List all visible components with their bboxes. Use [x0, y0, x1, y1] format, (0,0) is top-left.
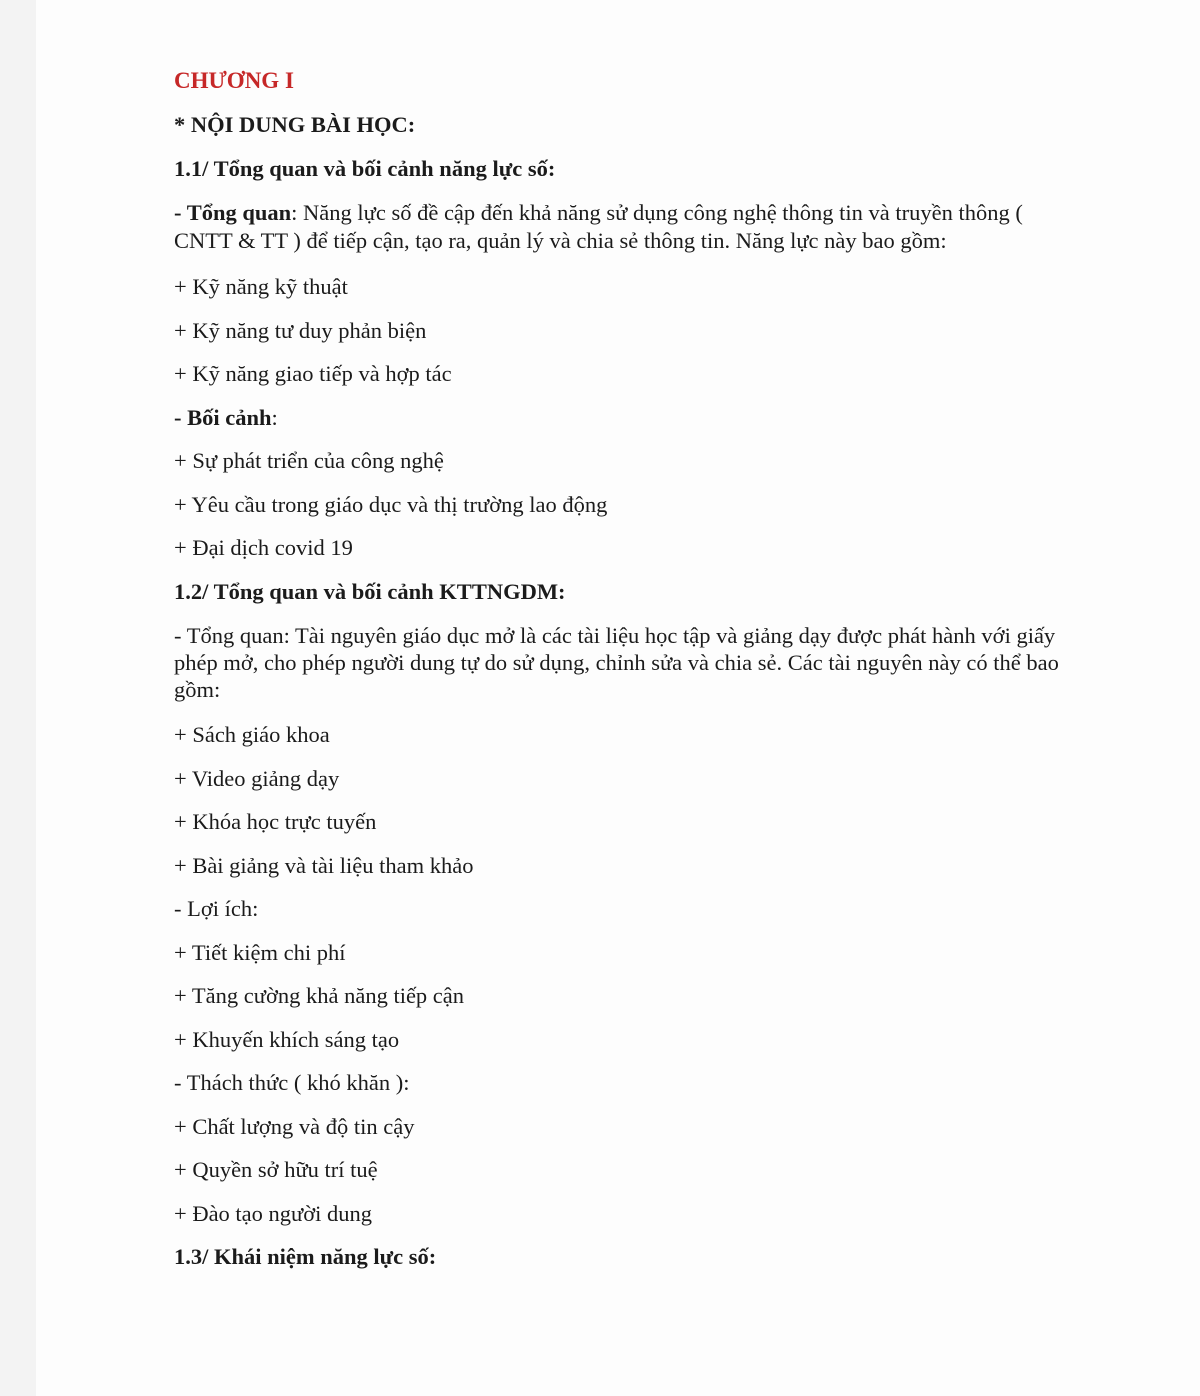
- challenge-item: + Quyền sở hữu trí tuệ: [174, 1157, 378, 1182]
- section-1-2-heading: 1.2/ Tổng quan và bối cảnh KTTNGDM:: [174, 578, 566, 604]
- benefit-item: + Tăng cường khả năng tiếp cận: [174, 983, 465, 1008]
- overview-label: - Tổng quan: [174, 200, 292, 225]
- resource-item: + Video giảng dạy: [174, 765, 340, 791]
- benefit-item: + Khuyến khích sáng tạo: [174, 1026, 400, 1052]
- context-label: - Bối cảnh: [174, 404, 272, 430]
- resource-item: + Khóa học trực tuyến: [174, 809, 377, 834]
- document-page: [36, 0, 1200, 1396]
- context-label-line: [174, 405, 1084, 431]
- context-item: + Sự phát triển của công nghệ: [174, 448, 444, 473]
- challenge-item: + Đào tạo người dung: [174, 1200, 373, 1226]
- resource-item: + Sách giáo khoa: [174, 722, 330, 747]
- challenges-label: - Thách thức ( khó khăn ):: [174, 1070, 410, 1095]
- section-1-2-overview: - Tổng quan: Tài nguyên giáo dục mở là các tài liệu học tập và giảng dạy được phát hành với giấy phép mở, cho phép người dung tự do sử dụng, chỉnh sửa và chia sẻ. Các tài nguyên này có thể bao gồm:: [174, 623, 1059, 702]
- skill-item: + Kỹ năng giao tiếp và hợp tác: [174, 361, 452, 386]
- section-1-3-heading: 1.3/ Khái niệm năng lực số:: [174, 1244, 437, 1269]
- chapter-title: CHƯƠNG I: [174, 68, 294, 93]
- section-1-1-overview: [174, 199, 1084, 255]
- overview-text: : Năng lực số đề cập đến khả năng sử dụng công nghệ thông tin và truyền thông ( CNTT & TT ) để tiếp cận, tạo ra, quản lý và chia sẻ thông tin. Năng lực này bao gồm:: [174, 200, 1023, 253]
- benefit-item: + Tiết kiệm chi phí: [174, 939, 346, 965]
- lesson-content-heading: * NỘI DUNG BÀI HỌC:: [174, 112, 416, 137]
- context-suffix: :: [271, 404, 278, 430]
- context-item: + Yêu cầu trong giáo dục và thị trường lao động: [174, 491, 608, 517]
- document-content: [174, 68, 1084, 1288]
- skill-item: + Kỹ năng kỹ thuật: [174, 274, 348, 299]
- benefits-label: - Lợi ích:: [174, 896, 259, 921]
- challenge-item: + Chất lượng và độ tin cậy: [174, 1113, 415, 1139]
- context-item: + Đại dịch covid 19: [174, 535, 353, 560]
- resource-item: + Bài giảng và tài liệu tham khảo: [174, 852, 474, 878]
- skill-item: + Kỹ năng tư duy phản biện: [174, 317, 427, 343]
- section-1-1-heading: 1.1/ Tổng quan và bối cảnh năng lực số:: [174, 155, 556, 181]
